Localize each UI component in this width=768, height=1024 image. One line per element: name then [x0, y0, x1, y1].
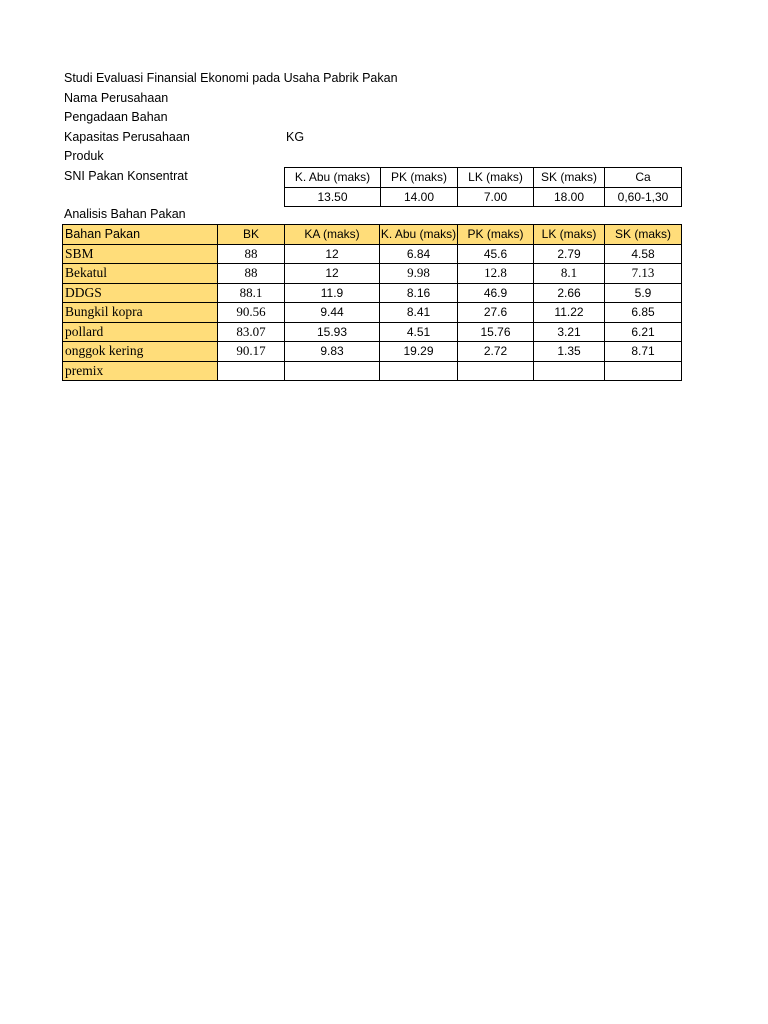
- table-cell[interactable]: 88: [218, 244, 285, 264]
- analysis-header-cell[interactable]: Bahan Pakan: [63, 225, 218, 245]
- table-row: [63, 244, 682, 264]
- table-cell[interactable]: 6.85: [605, 303, 682, 323]
- table-cell[interactable]: 6.84: [380, 244, 458, 264]
- table-cell[interactable]: 46.9: [458, 283, 534, 303]
- table-cell[interactable]: 12: [285, 244, 380, 264]
- analysis-header-cell[interactable]: K. Abu (maks): [380, 225, 458, 245]
- table-cell[interactable]: 9.44: [285, 303, 380, 323]
- table-cell[interactable]: 11.9: [285, 283, 380, 303]
- table-cell[interactable]: 45.6: [458, 244, 534, 264]
- table-cell[interactable]: 88: [218, 264, 285, 284]
- table-cell[interactable]: [458, 361, 534, 381]
- analysis-title: Analisis Bahan Pakan: [64, 207, 186, 221]
- sni-header-cell[interactable]: K. Abu (maks): [285, 168, 381, 188]
- analysis-header-cell[interactable]: PK (maks): [458, 225, 534, 245]
- table-cell[interactable]: 12.8: [458, 264, 534, 284]
- table-cell[interactable]: 90.17: [218, 342, 285, 362]
- table-cell[interactable]: 4.58: [605, 244, 682, 264]
- sni-value-cell[interactable]: 13.50: [285, 187, 381, 207]
- analysis-header-cell[interactable]: KA (maks): [285, 225, 380, 245]
- table-cell[interactable]: 15.93: [285, 322, 380, 342]
- table-cell[interactable]: 8.16: [380, 283, 458, 303]
- table-cell[interactable]: 15.76: [458, 322, 534, 342]
- table-cell[interactable]: 12: [285, 264, 380, 284]
- table-cell[interactable]: 2.66: [534, 283, 605, 303]
- table-cell[interactable]: 9.83: [285, 342, 380, 362]
- bahan-name-cell[interactable]: SBM: [63, 244, 218, 264]
- table-cell[interactable]: [605, 361, 682, 381]
- sni-table: [284, 167, 682, 207]
- label-nama-perusahaan: Nama Perusahaan: [64, 91, 169, 105]
- sni-value-row: [285, 187, 682, 207]
- label-kapasitas-perusahaan: Kapasitas Perusahaan: [64, 130, 190, 144]
- table-cell[interactable]: 6.21: [605, 322, 682, 342]
- table-cell[interactable]: 19.29: [380, 342, 458, 362]
- sni-header-cell[interactable]: PK (maks): [381, 168, 458, 188]
- sni-value-cell[interactable]: 14.00: [381, 187, 458, 207]
- table-cell[interactable]: 2.79: [534, 244, 605, 264]
- table-row: [63, 342, 682, 362]
- analysis-header-cell[interactable]: BK: [218, 225, 285, 245]
- bahan-name-cell[interactable]: pollard: [63, 322, 218, 342]
- table-cell[interactable]: 88.1: [218, 283, 285, 303]
- analysis-table: [62, 224, 682, 381]
- table-cell[interactable]: 8.41: [380, 303, 458, 323]
- table-cell[interactable]: 11.22: [534, 303, 605, 323]
- table-cell[interactable]: [380, 361, 458, 381]
- sni-header-row: [285, 168, 682, 188]
- bahan-name-cell[interactable]: Bungkil kopra: [63, 303, 218, 323]
- bahan-name-cell[interactable]: Bekatul: [63, 264, 218, 284]
- table-cell[interactable]: 1.35: [534, 342, 605, 362]
- table-cell[interactable]: [534, 361, 605, 381]
- table-cell[interactable]: 8.1: [534, 264, 605, 284]
- table-cell[interactable]: 4.51: [380, 322, 458, 342]
- table-row: [63, 361, 682, 381]
- table-cell[interactable]: [285, 361, 380, 381]
- bahan-name-cell[interactable]: DDGS: [63, 283, 218, 303]
- table-cell[interactable]: 5.9: [605, 283, 682, 303]
- table-cell[interactable]: 8.71: [605, 342, 682, 362]
- table-row: [63, 303, 682, 323]
- table-cell[interactable]: 9.98: [380, 264, 458, 284]
- label-sni-pakan-konsentrat: SNI Pakan Konsentrat: [64, 169, 188, 183]
- sni-value-cell[interactable]: 18.00: [534, 187, 605, 207]
- bahan-name-cell[interactable]: onggok kering: [63, 342, 218, 362]
- analysis-header-row: [63, 225, 682, 245]
- sni-value-cell[interactable]: 7.00: [458, 187, 534, 207]
- table-cell[interactable]: 7.13: [605, 264, 682, 284]
- table-cell[interactable]: 90.56: [218, 303, 285, 323]
- label-produk: Produk: [64, 149, 104, 163]
- sni-header-cell[interactable]: Ca: [605, 168, 682, 188]
- table-cell[interactable]: 3.21: [534, 322, 605, 342]
- sni-value-cell[interactable]: 0,60-1,30: [605, 187, 682, 207]
- table-cell[interactable]: [218, 361, 285, 381]
- document-title: Studi Evaluasi Finansial Ekonomi pada Usaha Pabrik Pakan: [64, 71, 398, 85]
- sni-header-cell[interactable]: SK (maks): [534, 168, 605, 188]
- table-row: [63, 283, 682, 303]
- table-row: [63, 264, 682, 284]
- sni-header-cell[interactable]: LK (maks): [458, 168, 534, 188]
- table-cell[interactable]: 27.6: [458, 303, 534, 323]
- analysis-header-cell[interactable]: SK (maks): [605, 225, 682, 245]
- kapasitas-unit: KG: [286, 130, 305, 144]
- table-cell[interactable]: 2.72: [458, 342, 534, 362]
- table-cell[interactable]: 83.07: [218, 322, 285, 342]
- bahan-name-cell[interactable]: premix: [63, 361, 218, 381]
- table-row: [63, 322, 682, 342]
- label-pengadaan-bahan: Pengadaan Bahan: [64, 110, 168, 124]
- analysis-header-cell[interactable]: LK (maks): [534, 225, 605, 245]
